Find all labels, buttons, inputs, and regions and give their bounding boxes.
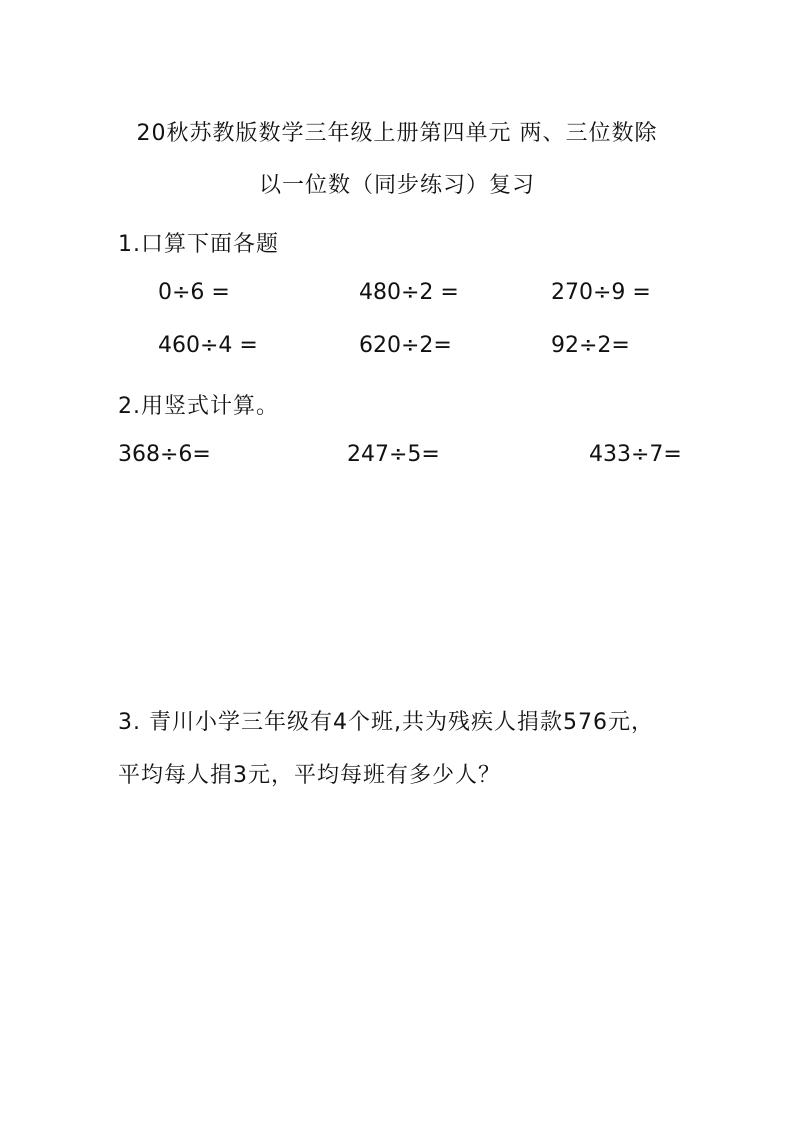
question-2-heading: 2.用竖式计算。 xyxy=(118,394,279,419)
page-title-line-1: 20秋苏教版数学三年级上册第四单元 两、三位数除 xyxy=(136,121,658,146)
vertical-calc-item: 247÷5= xyxy=(347,442,440,467)
oral-calc-item: 270÷9 = xyxy=(551,280,651,305)
vertical-calc-item: 433÷7= xyxy=(589,442,682,467)
vertical-calc-item: 368÷6= xyxy=(118,442,211,467)
oral-calc-item: 480÷2 = xyxy=(359,280,459,305)
oral-calc-item: 0÷6 = xyxy=(158,280,230,305)
question-3-text-line-2: 平均每人捐3元，平均每班有多少人？ xyxy=(118,763,501,788)
oral-calc-item: 460÷4 = xyxy=(158,333,258,358)
question-1-heading: 1.口算下面各题 xyxy=(118,232,279,257)
oral-calc-item: 92÷2= xyxy=(551,333,630,358)
page-title-line-2: 以一位数（同步练习）复习 xyxy=(258,173,535,198)
question-3-text-line-1: 3. 青川小学三年级有4个班,共为残疾人捐款576元， xyxy=(118,710,654,735)
oral-calc-item: 620÷2= xyxy=(359,333,452,358)
